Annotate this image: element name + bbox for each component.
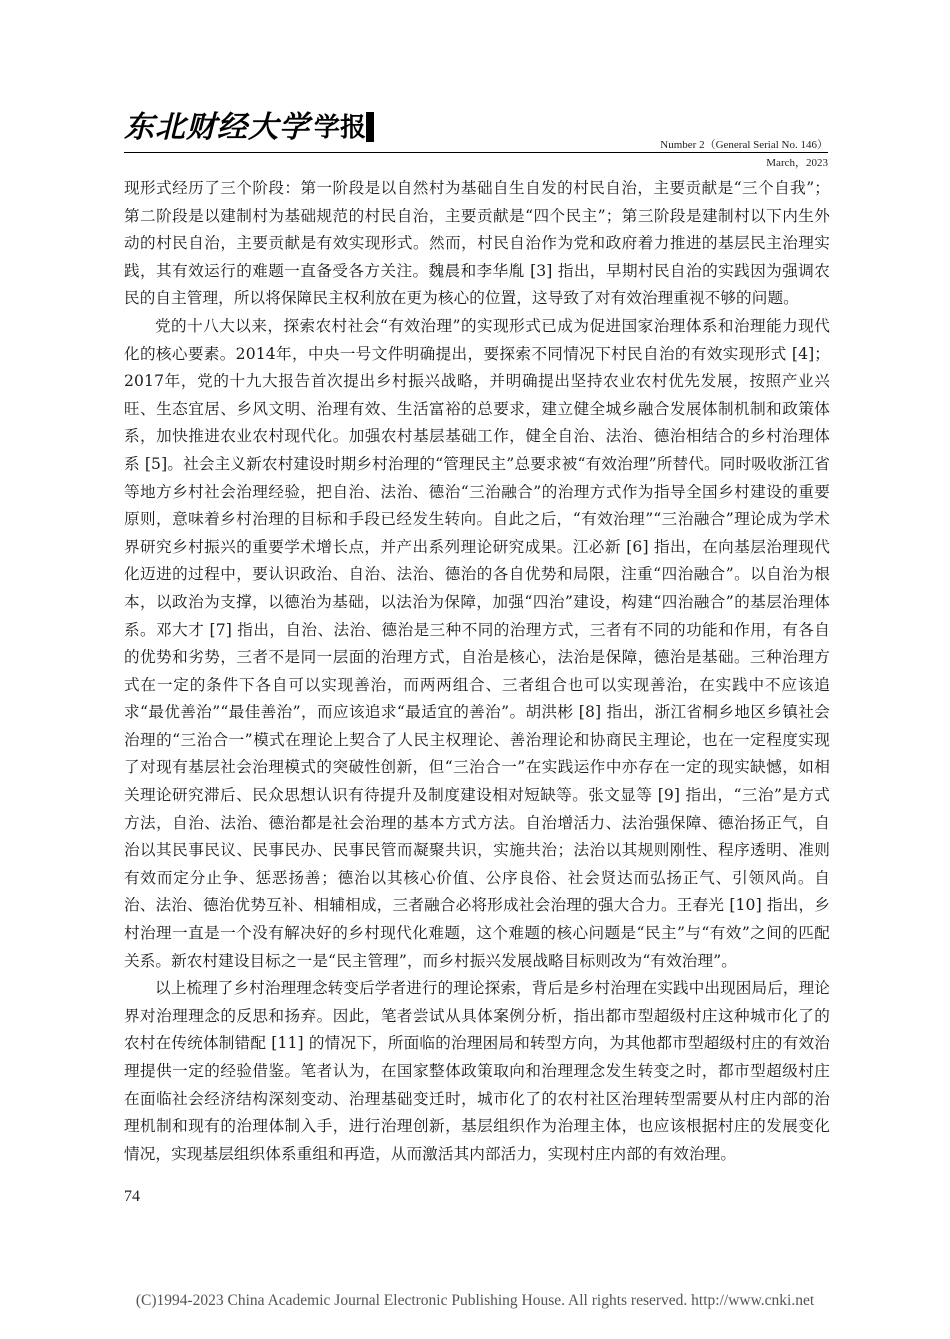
journal-name: 学报 bbox=[314, 113, 367, 143]
paragraph: 以上梳理了乡村治理理念转变后学者进行的理论探索，背后是乡村治理在实践中出现困局后，理论界对治理理念的反思和扬弃。因此，笔者尝试从具体案例分析，指出都市型超级村庄这种城市化了的农村在传统体制错配 [11] 的情况下，所面临的治理困局和转型方向，为其他都市型超级村庄的有效治理提供一定的经验借鉴。笔者认为，在国家整体政策取向和治理理念发生转变之时，都市型超级村庄在面临社会经济结构深刻变动、治理基础变迁时，城市化了的农村社区治理转型需要从村庄内部的治理机制和现有的治理体制入手，进行治理创新，基层组织作为治理主体，也应该根据村庄的发展变化情况，实现基层组织体系重组和再造，从而激活其内部活力，实现村庄内部的有效治理。 bbox=[124, 979, 830, 1163]
article-body bbox=[124, 175, 830, 1168]
issue-date: March，2023 bbox=[766, 157, 828, 169]
issue-info: Number 2（General Serial No. 146） bbox=[660, 139, 828, 151]
university-logo: 东北财经大学 bbox=[124, 110, 310, 145]
paragraph: 党的十八大以来，探索农村社会“有效治理”的实现形式已成为促进国家治理体系和治理能力现代化的核心要素。2014年，中央一号文件明确提出，要探索不同情况下村民自治的有效实现形式 [4]；2017年，党的十九大报告首次提出乡村振兴战略，并明确提出坚持农业农村优先发展，按照产业兴旺、生态宜居、乡风文明、治理有效、生活富裕的总要求，建立健全城乡融合发展体制机制和政策体系，加快推进农业农村现代化。加强农村基层基础工作，健全自治、法治、德治相结合的乡村治理体系 [5]。社会主义新农村建设时期乡村治理的“管理民主”总要求被“有效治理”所替代。同时吸收浙江省等地方乡村社会治理经验，把自治、法治、德治“三治融合”的治理方式作为指导全国乡村建设的重要原则，意味着乡村治理的目标和手段已经发生转向。自此之后，“有效治理”“三治融合”理论成为学术界研究乡村振兴的重要学术增长点，并产出系列理论研究成果。江必新 [6] 指出，在向基层治理现代化迈进的过程中，要认识政治、自治、法治、德治的各自优势和局限，注重“四治融合”。以自治为根本，以政治为支撑，以德治为基础，以法治为保障，加强“四治”建设，构建“四治融合”的基层治理体系。邓大才 [7] 指出，自治、法治、德治是三种不同的治理方式，三者有不同的功能和作用，有各自的优势和劣势，三者不是同一层面的治理方式，自治是核心，法治是保障，德治是基础。三种治理方式在一定的条件下各自可以实现善治，而两两组合、三者组合也可以实现善治，在实践中不应该追求“最优善治”“最佳善治”，而应该追求“最适宜的善治”。胡洪彬 [8] 指出，浙江省桐乡地区乡镇社会治理的“三治合一”模式在理论上契合了人民主权理论、善治理论和协商民主理论，也在一定程度实现了对现有基层社会治理模式的突破性创新，但“三治合一”在实践运作中亦存在一定的现实缺憾，如相关理论研究滞后、民众思想认识有待提升及制度建设相对短缺等。张文显等 [9] 指出，“三治”是方式方法，自治、法治、德治都是社会治理的基本方式方法。自治增活力、法治强保障、德治扬正气，自治以其民事民议、民事民办、民事民管而凝聚共识，实施共治；法治以其规则刚性、程序透明、准则有效而定分止争、惩恶扬善；德治以其核心价值、公序良俗、社会贤达而弘扬正气、引领风尚。自治、法治、德治优势互补、相辅相成，三者融合必将形成社会治理的强大合力。王春光 [10] 指出，乡村治理一直是一个没有解决好的乡村现代化难题，这个难题的核心问题是“民主”与“有效”之间的匹配关系。新农村建设目标之一是“民主管理”，而乡村振兴发展战略目标则改为“有效治理”。 bbox=[124, 316, 830, 970]
page-number: 74 bbox=[124, 1188, 140, 1205]
journal-masthead bbox=[124, 106, 828, 152]
paragraph: 现形式经历了三个阶段：第一阶段是以自然村为基础自生自发的村民自治，主要贡献是“三个自我”；第二阶段是以建制村为基础规范的村民自治，主要贡献是“四个民主”；第三阶段是建制村以下内生外动的村民自治，主要贡献是有效实现形式。然而，村民自治作为党和政府着力推进的基层民主治理实践，其有效运行的难题一直备受各方关注。魏晨和李华胤 [3] 指出，早期村民自治的实践因为强调农民的自主管理，所以将保障民主权利放在更为核心的位置，这导致了对有效治理重视不够的问题。 bbox=[124, 179, 830, 308]
header-rule bbox=[124, 152, 828, 153]
masthead-block-mark bbox=[366, 112, 374, 142]
copyright-footer: (C)1994-2023 China Academic Journal Electronic Publishing House. All rights reserved. http://www.cnki.net bbox=[135, 1292, 815, 1309]
